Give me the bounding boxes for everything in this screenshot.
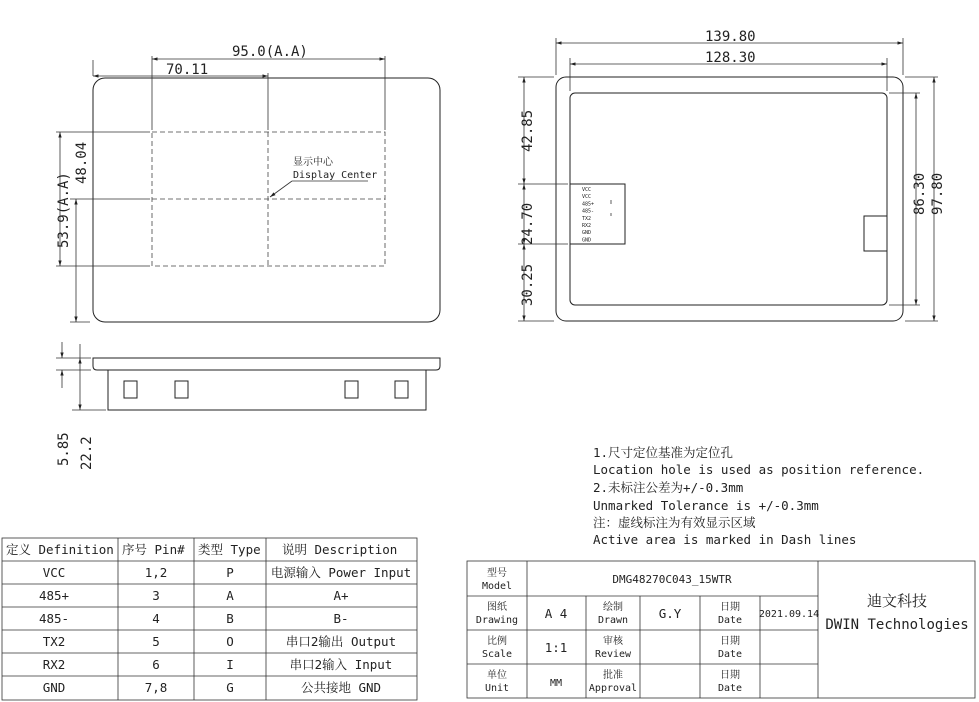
- side-glass: [93, 358, 440, 370]
- date-label-cn: 日期: [720, 602, 740, 613]
- side-port-4: [395, 381, 408, 398]
- dim-outer-height: 97.80: [930, 172, 946, 215]
- table-header: [6, 542, 397, 557]
- cell-description: 串口2输入 Input: [289, 657, 393, 672]
- side-port-1: [124, 381, 137, 398]
- cell-description: B-: [333, 611, 349, 626]
- dim-bottom: 30.25: [520, 263, 536, 306]
- display-center-leader: [270, 181, 292, 197]
- drawing-value: A 4: [544, 606, 568, 621]
- front-view: [56, 44, 440, 322]
- side-view: [56, 342, 440, 470]
- connector-pins: [582, 187, 594, 243]
- dim-thick: 22.2: [79, 436, 95, 470]
- cell-pin: 6: [152, 657, 160, 672]
- display-center-label-en: Display Center: [293, 170, 378, 181]
- dim-width-half: 70.11: [166, 62, 209, 78]
- side-port-3: [345, 381, 358, 398]
- cell-definition: GND: [42, 680, 66, 695]
- title-block: [467, 561, 975, 698]
- scale-label-en: Scale: [481, 649, 513, 660]
- approval-label-cn: 批准: [603, 670, 623, 681]
- model-label-cn: 型号: [487, 568, 507, 579]
- cell-description: 电源输入 Power Input: [270, 565, 412, 580]
- header-description: 说明 Description: [282, 542, 398, 557]
- dim-top: 42.85: [520, 109, 536, 152]
- cell-pin: 5: [152, 634, 160, 649]
- pin-table: [2, 538, 417, 700]
- connector-pin-label: 485-: [582, 208, 595, 215]
- dim-outer-width: 139.80: [705, 29, 756, 45]
- drawn-label-cn: 绘制: [603, 602, 623, 613]
- display-center-label-cn: 显示中心: [293, 157, 333, 168]
- header-definition: 定义 Definition: [6, 542, 114, 557]
- dim-height-half: 48.04: [74, 141, 90, 184]
- note-line: 2.未标注公差为+/-0.3mm: [593, 480, 744, 495]
- connector-pin-label: VCC: [582, 187, 592, 193]
- cell-description: 串口2输出 Output: [285, 634, 397, 649]
- cell-pin: 1,2: [144, 565, 168, 580]
- cell-pin: 4: [152, 611, 160, 626]
- connector-pin-label: 485+: [582, 201, 595, 208]
- approval-date-label-cn: 日期: [720, 670, 740, 681]
- note-line: Active area is marked in Dash lines: [593, 532, 857, 547]
- cell-type: B: [226, 611, 234, 626]
- cell-pin: 7,8: [144, 680, 168, 695]
- cell-type: O: [226, 634, 234, 649]
- company-name-cn: 迪文科技: [866, 592, 928, 610]
- dim-inner-height: 86.30: [912, 172, 928, 215]
- review-label-en: Review: [594, 649, 632, 660]
- unit-label-cn: 单位: [487, 670, 507, 681]
- dim-height-aa: 53.9(A.A): [56, 172, 72, 248]
- cell-definition: 485+: [38, 588, 70, 603]
- header-pin: 序号 Pin#: [122, 542, 185, 557]
- cell-type: G: [226, 680, 234, 695]
- scale-label-cn: 比例: [487, 636, 507, 647]
- connector-pin-label: RX2: [582, 223, 592, 229]
- drawn-value: G.Y: [658, 606, 682, 621]
- approval-label-en: Approval: [588, 683, 638, 694]
- unit-label-en: Unit: [484, 683, 510, 694]
- connector-pin-label: VCC: [582, 194, 592, 201]
- notes: [593, 445, 924, 547]
- dim-thin: 5.85: [56, 432, 72, 466]
- model-label-en: Model: [481, 581, 513, 592]
- rear-inner: [570, 93, 887, 305]
- dim-width-aa: 95.0(A.A): [232, 44, 308, 60]
- cell-description: 公共接地 GND: [300, 680, 382, 695]
- rear-outer: [556, 77, 903, 321]
- note-line: Location hole is used as position reference.: [593, 462, 925, 477]
- table-row: [43, 565, 411, 580]
- dim-inner-width: 128.30: [705, 50, 756, 66]
- cell-definition: VCC: [42, 565, 66, 580]
- review-date-label-cn: 日期: [720, 636, 740, 647]
- review-label-cn: 审核: [603, 636, 623, 647]
- note-line: 注：虚线标注为有效显示区域: [593, 515, 756, 530]
- front-outline: [93, 78, 440, 322]
- cell-definition: RX2: [42, 657, 66, 672]
- approval-date-label-en: Date: [717, 683, 743, 694]
- scale-value: 1:1: [544, 640, 568, 655]
- cell-description: A+: [333, 588, 349, 603]
- note-line: 1.尺寸定位基准为定位孔: [593, 445, 734, 460]
- cell-type: A: [226, 588, 234, 603]
- table-row: [43, 657, 393, 672]
- drawing-label-cn: 图纸: [487, 602, 507, 613]
- date-value: 2021.09.14: [758, 609, 820, 620]
- unit-value: MM: [549, 678, 563, 689]
- model-value: DMG48270C043_15WTR: [612, 573, 732, 586]
- connector-pin-label: GND: [582, 237, 592, 244]
- table-row: [43, 634, 396, 649]
- rear-view: [518, 29, 946, 321]
- header-type: 类型 Type: [198, 542, 261, 557]
- note-line: Unmarked Tolerance is +/-0.3mm: [593, 498, 819, 513]
- cell-pin: 3: [152, 588, 160, 603]
- cell-type: I: [226, 657, 234, 672]
- rear-connector: [570, 184, 625, 244]
- cell-definition: 485-: [38, 611, 70, 626]
- table-row: [43, 680, 381, 695]
- date-label-en: Date: [717, 615, 743, 626]
- review-date-label-en: Date: [717, 649, 743, 660]
- company-name-en: DWIN Technologies: [825, 617, 969, 633]
- drawn-label-en: Drawn: [597, 615, 629, 626]
- side-port-2: [175, 381, 188, 398]
- cell-type: P: [226, 565, 234, 580]
- connector-pin-label: GND: [582, 230, 592, 237]
- rear-side-port: [864, 216, 887, 251]
- drawing-label-en: Drawing: [475, 615, 519, 626]
- cell-definition: TX2: [42, 634, 66, 649]
- dim-mid: 24.70: [520, 202, 536, 245]
- side-body: [108, 370, 426, 410]
- connector-pin-label: TX2: [582, 215, 592, 222]
